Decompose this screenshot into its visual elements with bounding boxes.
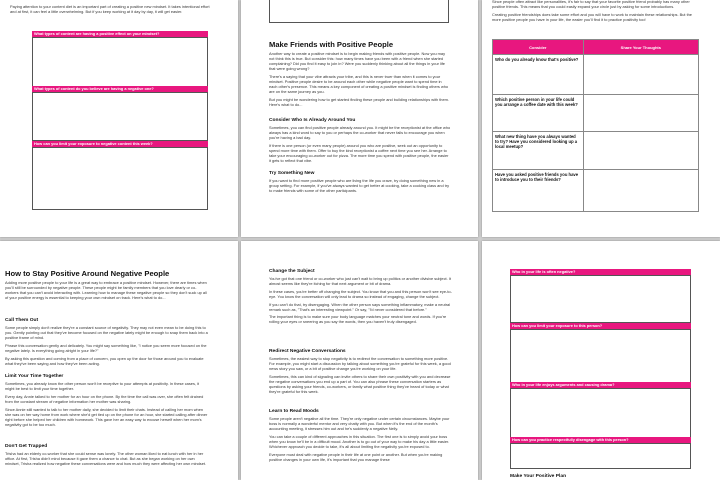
table-row bbox=[493, 170, 699, 212]
answer-cell[interactable] bbox=[583, 132, 698, 170]
answer-box[interactable] bbox=[510, 275, 691, 323]
body-text bbox=[269, 178, 451, 196]
worksheet-page-friends-table bbox=[482, 0, 720, 237]
paragraph: But you might be wondering how to get started finding these people and building relationships with them. Here's what to do... bbox=[269, 96, 449, 108]
paragraph: There's a saying that your vibe attracts your tribe, and this is never truer than when it comes to your mindset. Positive people desire to be around each other while negative people want to spend time in each other's presence. This means a key component of creating a positive mindset is finding others who are on the same journey as you. bbox=[269, 73, 449, 95]
section-heading: Don't Get Trapped bbox=[5, 444, 48, 449]
paragraph: Every day, Annie talked to her mother for an hour on the phone. By the time the call was over, she often felt drained from the constant stream of negative information her mother was sharing. bbox=[5, 393, 204, 404]
question-cell: Which positive person in your life could you arrange a coffee date with this week? bbox=[493, 95, 584, 132]
body-text bbox=[269, 125, 451, 166]
column-header: Consider bbox=[493, 40, 584, 55]
body-text bbox=[269, 51, 451, 110]
paragraph: If you want to find more positive people who are living the life you crave, try doing something new in a group setting. For example, if you've always wanted to get better at cooking, take a cooking class and try to make friends with some of the other participants. bbox=[269, 178, 450, 194]
question-cell: What new thing have you always wanted to try? Have you considered looking up a local meetup? bbox=[493, 132, 584, 170]
answer-box[interactable] bbox=[32, 92, 208, 141]
answer-box[interactable] bbox=[510, 388, 691, 438]
paragraph: Everyone must deal with negative people in their life at one point or another. But when you're making positive changes in your own life, it's important that you manage these bbox=[269, 451, 443, 462]
body-text bbox=[269, 356, 453, 397]
section-heading: Redirect Negative Conversations bbox=[269, 349, 346, 354]
paragraph: If there is one person (or even many people) around you who are positive, seek out an opportunity to spend more time with them. Offer to buy the kind receptionist a coffee next time you see her. Arrange to take your encouraging co-worker out for pizza. The more time you spend with positive people, the easier it gets to reflect that vibe. bbox=[269, 142, 449, 164]
body-text bbox=[5, 381, 209, 430]
body-text bbox=[269, 276, 453, 327]
body-text bbox=[5, 280, 209, 303]
body-text bbox=[5, 451, 209, 469]
answer-cell[interactable] bbox=[583, 55, 698, 95]
reflection-table bbox=[492, 39, 699, 212]
column-header: Share Your Thoughts bbox=[583, 40, 698, 55]
paragraph: Sometimes, the easiest way to stop negativity is to redirect the conversation to something more positive. For example, you might start a discussion by talking about something you're grateful for this week, a good news story you saw, or a bit of positive change you're working on your life. bbox=[269, 356, 451, 372]
table-header-row bbox=[493, 40, 699, 55]
question-bar: What types of content are having a positive effect on your mindset? bbox=[32, 31, 208, 37]
paragraph: Another way to create a positive mindset is to begin making friends with positive people. Now you may not think this is true. But consider this: how many times have you been with a friend when she started complaining? Did you find it easy to join in? Were you suddenly thinking about all the things in your life that were going wrong? bbox=[269, 51, 446, 72]
paragraph: Some people aren't negative all the time. They're only negative under certain circumstances. Maybe your boss is normally a wonderful mentor and very chatty with you. But when it's the end of the month's accounting meeting, it stresses him out and he's suddenly a negative Nelly. bbox=[269, 416, 450, 432]
article-page-negative-people bbox=[0, 241, 238, 480]
section-heading: Learn to Read Moods bbox=[269, 409, 319, 414]
section-heading: Consider Who Is Already Around You bbox=[269, 118, 356, 123]
paragraph: Creating positive friendships does take some effort and you will have to work to maintain these relationships. But the more positive people you have in your life, the easier you'll find it to practice positivity too! bbox=[492, 11, 692, 22]
paragraph: Some people simply don't realize they're a constant source of negativity. They may not even mean to be doing this to you. Gently pointing out that they've become focused on the negative lately might be enough to snap them back into a positive frame of mind. bbox=[5, 325, 208, 341]
question-bar: Who in your life enjoys arguments and causing drama? bbox=[510, 382, 691, 388]
body-text bbox=[492, 0, 700, 25]
body-text bbox=[269, 416, 453, 465]
worksheet-page-negative-people bbox=[482, 241, 720, 480]
paragraph: You can take a couple of different approaches in this situation. The first one is to simply avoid your boss when you know he'll be in a difficult mood. Another is to go out of your way to make his day a little easier. Whichever approach you decide to take, it's all about limiting the negativity you're exposed to. bbox=[269, 433, 450, 450]
paragraph: Since people often attract like personalities, it's fair to say that your favorite positive friend probably has many other positive friends. This means that you could easily expand your circle just by asking for some introductions. bbox=[492, 0, 690, 10]
question-bar: How can you limit your exposure to this person? bbox=[510, 323, 691, 329]
paragraph: Sometimes, you already know the other person won't be receptive to your attempts at positivity. In these cases, it might be best to limit your time together. bbox=[5, 381, 200, 392]
answer-box[interactable] bbox=[269, 0, 449, 23]
answer-box[interactable] bbox=[32, 37, 208, 87]
question-cell: Who do you already know that's positive? bbox=[493, 55, 584, 95]
page-title: How to Stay Positive Around Negative People bbox=[5, 269, 170, 278]
paragraph: The important thing is to make sure your body language matches your neutral tone and words. If you're rolling your eyes or sneering as you say the words, then you haven't truly disengaged. bbox=[269, 314, 447, 325]
question-cell: Have you asked positive friends you have to introduce you to their friends? bbox=[493, 170, 584, 212]
paragraph: Sometimes, this can kind of signaling can invite others to share their own positivity with you and decrease the negative conversations you end up a part of. You can also phrase these conversation starters as questions by asking your friends, co-workers, or family what positive thing they've heard of today or what they're grateful for this week. bbox=[269, 373, 451, 395]
paragraph: In these cases, you're better off changing the subject. You know that you and this person won't see eye-to-eye. You know the conversation will only lead to drama so instead of engaging, change the subject. bbox=[269, 288, 452, 299]
question-bar: How can you limit your exposure to negative content this week? bbox=[32, 141, 208, 147]
answer-box[interactable] bbox=[510, 329, 691, 383]
section-heading: Try Something New bbox=[269, 171, 315, 176]
paragraph: Phrase this conversation gently and delicately. You might say something like, "I notice you seem more focused on the negative lately. Is everything going alright in your life?" bbox=[5, 342, 207, 353]
paragraph: Sometimes, you can find positive people already around you. It might be the receptionist at the office who always has a kind word to say to you or perhaps the co-worker that never fails to encourage you when you're having a bad day. bbox=[269, 125, 451, 141]
article-page-positive-friends bbox=[241, 0, 478, 237]
answer-cell[interactable] bbox=[583, 95, 698, 132]
section-heading: Make Your Positive Plan bbox=[510, 474, 567, 479]
body-text bbox=[5, 325, 209, 368]
question-bar: Who in your life is often negative? bbox=[510, 269, 691, 275]
paragraph: If you can't do that, try disengaging. When the other person says something inflammatory, make a neutral remark such as, "That's an interesting viewpoint." Or say, "I'd never considered that before." bbox=[269, 301, 451, 312]
answer-box[interactable] bbox=[510, 443, 691, 469]
section-heading: Change the Subject bbox=[269, 269, 315, 274]
paragraph: Adding more positive people to your life is a great way to embrace a positive mindset. However, there are times when you'll still be surrounded by negative people. These people might be family members that you love dearly or co-workers that you can't avoid interacting with. Learning how to manage these negative people so they don't suck up all of your positive energy is essential to keeping your own mindset on track. Here's what to do... bbox=[5, 280, 207, 301]
worksheet-page-content-diet bbox=[0, 0, 238, 237]
article-page-change-subject bbox=[241, 241, 478, 480]
table-row bbox=[493, 55, 699, 95]
section-heading: Call Them Out bbox=[5, 318, 39, 323]
section-heading: Limit Your Time Together bbox=[5, 374, 64, 379]
question-bar: How can you practice respectfully disengage with this person? bbox=[510, 437, 691, 443]
paragraph: You've got that one friend or co-worker who just can't wait to bring up politics or another divisive subject. It almost seems like they're itching for that next argument or bit of drama. bbox=[269, 276, 451, 287]
intro-paragraph: Paying attention to your content diet is an important part of creating a positive new mindset. It takes intentional effort and at first, it can feel a little overwhelming. But if you keep working at it day by day, it will get easier. bbox=[10, 4, 210, 15]
answer-box[interactable] bbox=[32, 147, 208, 210]
answer-cell[interactable] bbox=[583, 170, 698, 212]
paragraph: Since Annie still wanted to talk to her mother daily, she decided to limit their chats. Instead of calling her mom when she was on her way home from work where she'd get tied up on the phone for an hour, she started calling after dinner right before she helped her children with homework. This gave her an easy way to excuse herself when her mom's negativity got to be too much. bbox=[5, 406, 208, 427]
paragraph: Trisha had an elderly co-worker that she could sense was lonely. The other woman liked to eat lunch with her in her office. At first, Trisha didn't mind because it gave them a chance to chat. But as she began working on her own mindset, Trisha realized how negative these conversations were and how much they were affecting her own mindset. bbox=[5, 451, 207, 467]
question-bar: What types of content do you believe are having a negative one? bbox=[32, 86, 208, 92]
table-row bbox=[493, 95, 699, 132]
table-row bbox=[493, 132, 699, 170]
paragraph: By asking this question and coming from a place of concern, you open up the door for those around you to evaluate what they've been saying and how they've been acting. bbox=[5, 355, 204, 366]
page-title: Make Friends with Positive People bbox=[269, 40, 394, 49]
